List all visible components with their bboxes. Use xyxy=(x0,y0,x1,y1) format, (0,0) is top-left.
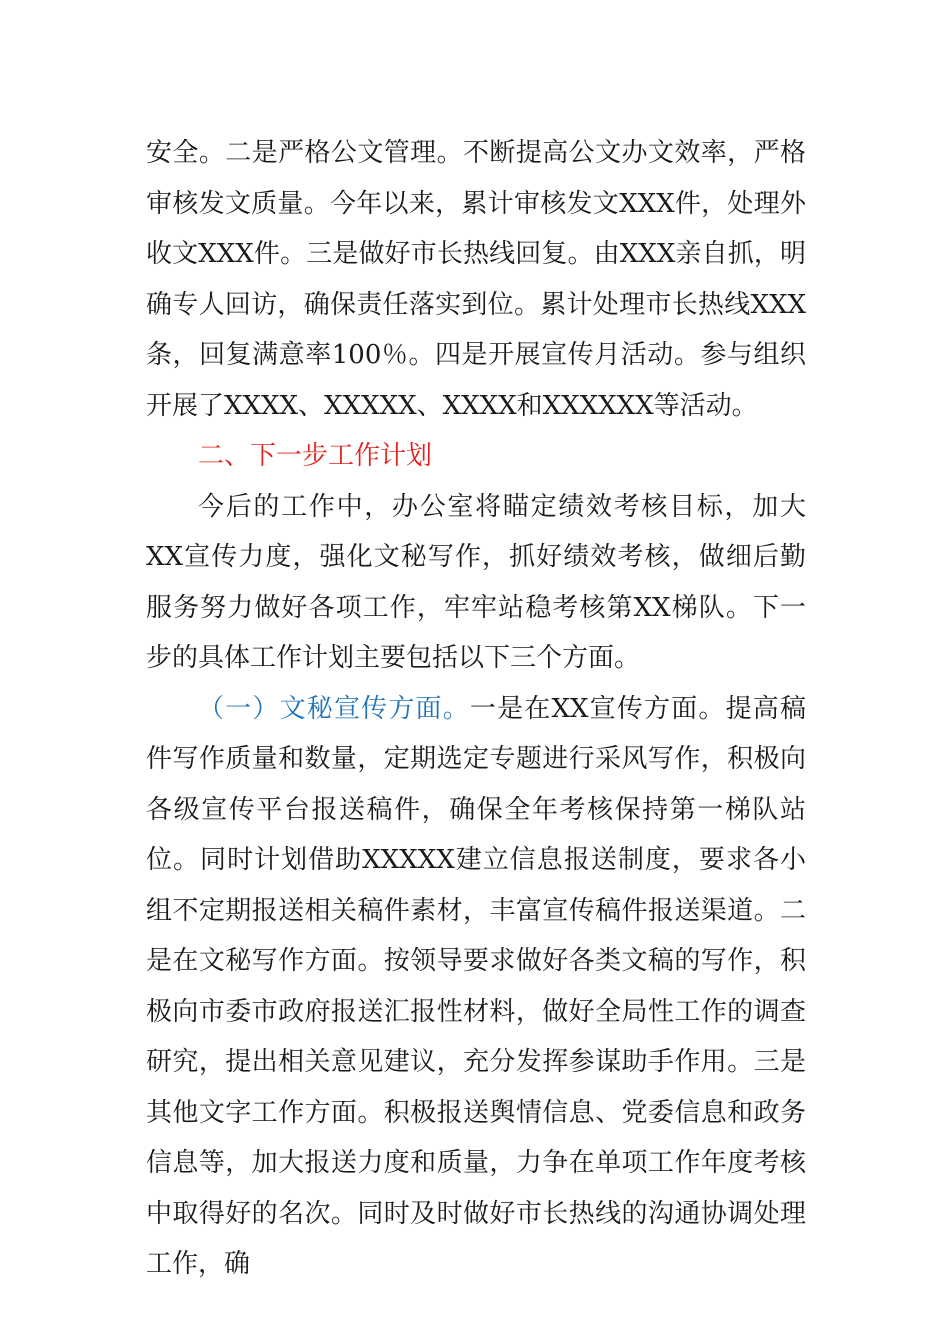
section-heading-next-steps: 二、下一步工作计划 xyxy=(198,441,433,471)
paragraph-continuation: 安全。二是严格公文管理。不断提高公文办文效率，严格审核发文质量。今年以来，累计审核发文XXX件，处理外收文XXX件。三是做好市长热线回复。由XXX亲自抓，明确专人回访，确保责任落实到位。累计处理市长热线XXX条，回复满意率100％。四是开展宣传月活动。参与组织开展了XXXX、XXXXX、XXXX和XXXXXX等活动。 xyxy=(146,138,806,421)
document-body xyxy=(146,128,806,1290)
subsection-title-secretarial-publicity: （一）文秘宣传方面。 xyxy=(198,693,470,724)
subsection-body: 一是在XX宣传方面。提高稿件写作质量和数量，定期选定专题进行采风写作，积极向各级宣传平台报送稿件，确保全年考核保持第一梯队站位。同时计划借助XXXXX建立信息报送制度，要求各小组不定期报送相关稿件素材，丰富宣传稿件报送渠道。二是在文秘写作方面。按领导要求做好各类文稿的写作，积极向市委市政府报送汇报性材料，做好全局性工作的调查研究，提出相关意见建议，充分发挥参谋助手作用。三是其他文字工作方面。积极报送舆情信息、党委信息和政务信息等，加大报送力度和质量，力争在单项工作年度考核中取得好的名次。同时及时做好市长热线的沟通协调处理工作，确 xyxy=(146,693,806,1279)
paragraph-plan-intro: 今后的工作中，办公室将瞄定绩效考核目标，加大XX宣传力度，强化文秘写作，抓好绩效考核，做细后勤服务努力做好各项工作，牢牢站稳考核第XX梯队。下一步的具体工作计划主要包括以下三个方面。 xyxy=(146,491,806,673)
paragraph-secretarial-publicity xyxy=(146,684,806,1290)
